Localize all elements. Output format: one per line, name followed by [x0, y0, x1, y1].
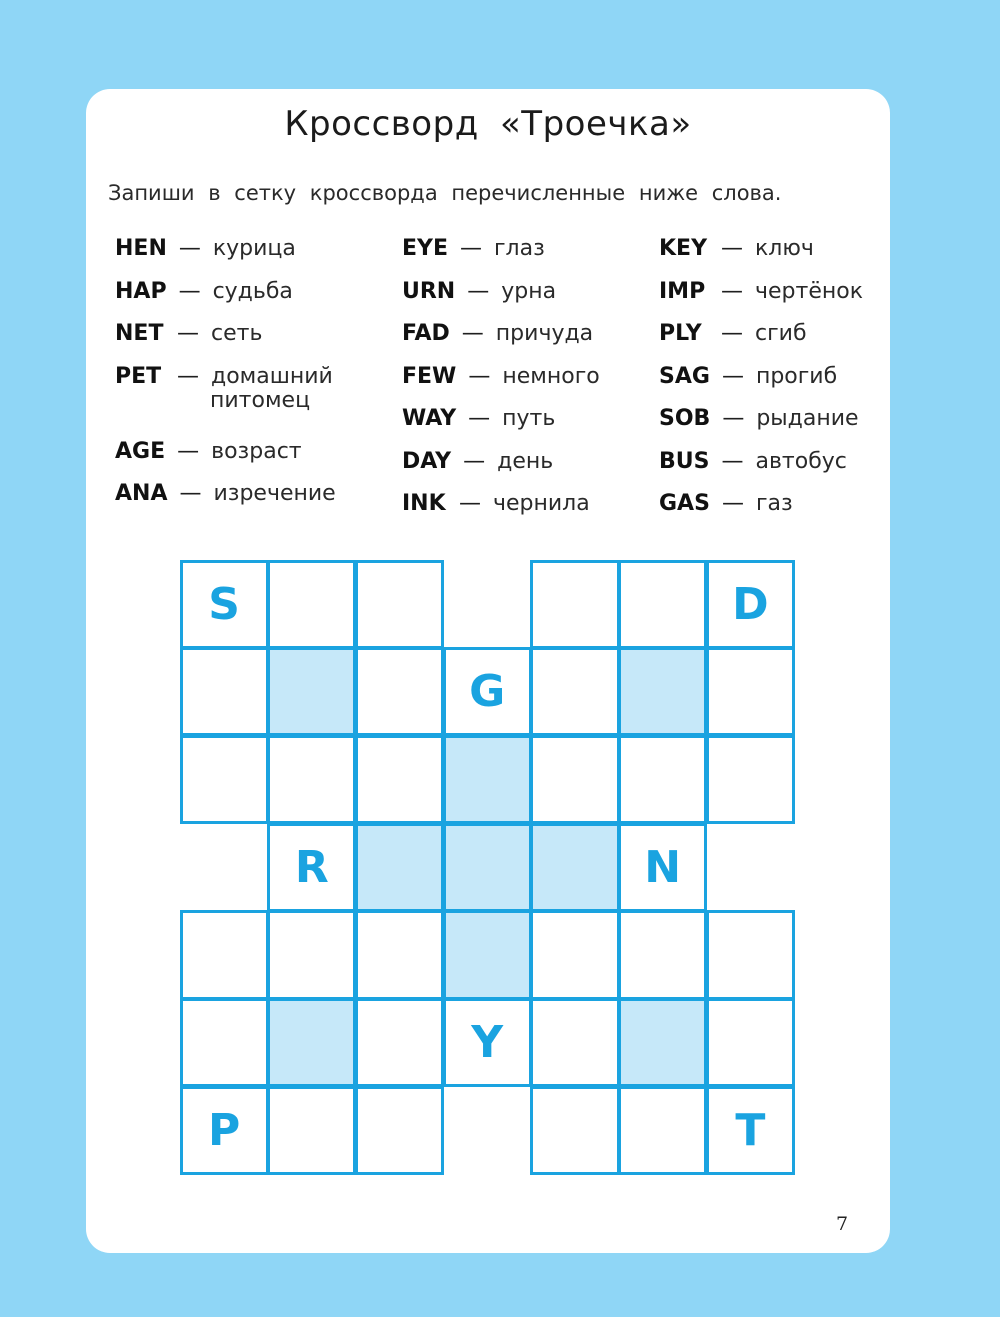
- english-word: KEY: [659, 236, 708, 261]
- word-entry: [659, 398, 929, 441]
- dash-separator: —: [467, 278, 490, 304]
- dash-separator: —: [721, 363, 744, 389]
- dash-separator: —: [721, 278, 743, 304]
- crossword-cell[interactable]: [443, 647, 532, 736]
- crossword-cell[interactable]: [355, 910, 444, 999]
- cell-letter: S: [208, 578, 240, 630]
- russian-translation: прогиб: [755, 363, 838, 389]
- russian-translation: чернила: [493, 491, 590, 516]
- english-word: HEN: [115, 236, 167, 261]
- crossword-cell[interactable]: [530, 998, 619, 1087]
- crossword-cell-shaded[interactable]: [618, 998, 707, 1087]
- crossword-cell[interactable]: [180, 560, 269, 649]
- cell-letter: D: [732, 578, 769, 630]
- crossword-cell[interactable]: [355, 1086, 444, 1175]
- english-word: FEW: [402, 363, 457, 389]
- word-entry: [402, 228, 672, 271]
- word-entry: [659, 356, 929, 399]
- word-entry: [115, 356, 385, 431]
- crossword-cell[interactable]: [267, 823, 356, 912]
- crossword-cell[interactable]: [355, 735, 444, 824]
- russian-translation: газ: [755, 491, 793, 516]
- english-word: SAG: [659, 363, 710, 389]
- dash-separator: —: [460, 236, 482, 261]
- russian-translation: путь: [502, 406, 556, 431]
- word-entry: [402, 398, 672, 441]
- russian-translation: рыдание: [756, 406, 859, 431]
- crossword-cell[interactable]: [443, 998, 532, 1087]
- crossword-cell[interactable]: [530, 735, 619, 824]
- crossword-cell[interactable]: [618, 910, 707, 999]
- crossword-cell[interactable]: [618, 1086, 707, 1175]
- russian-translation: немного: [502, 363, 600, 389]
- russian-translation: глаз: [494, 236, 545, 261]
- english-word: NET: [115, 321, 164, 346]
- english-word: WAY: [402, 406, 457, 431]
- crossword-cell[interactable]: [530, 1086, 619, 1175]
- word-entry: [659, 313, 929, 356]
- crossword-cell[interactable]: [706, 647, 795, 736]
- russian-translation: сгиб: [755, 321, 807, 346]
- dash-separator: —: [721, 448, 744, 474]
- russian-translation: чертёнок: [755, 278, 863, 304]
- crossword-cell[interactable]: [355, 647, 444, 736]
- word-entry: [402, 356, 672, 399]
- dash-separator: —: [722, 406, 745, 431]
- dash-separator: —: [459, 491, 481, 516]
- cell-letter: N: [644, 841, 682, 893]
- word-entry: [402, 441, 672, 484]
- word-entry: [659, 441, 929, 484]
- crossword-cell-shaded[interactable]: [267, 998, 356, 1087]
- english-word: FAD: [402, 321, 450, 346]
- word-entry: [115, 271, 385, 314]
- dash-separator: —: [178, 236, 201, 261]
- english-word: EYE: [402, 236, 448, 261]
- russian-translation: домашний: [211, 363, 333, 389]
- instruction-text: Запиши в сетку кроссворда перечисленные ниже слова.: [108, 181, 782, 205]
- english-word: PLY: [659, 321, 702, 346]
- page-number: 7: [836, 1213, 849, 1235]
- dash-separator: —: [178, 278, 201, 304]
- russian-translation: автобус: [755, 448, 847, 474]
- english-word: URN: [402, 278, 456, 304]
- dash-separator: —: [468, 406, 491, 431]
- russian-translation-line-2: питомец: [210, 388, 311, 413]
- crossword-cell-shaded[interactable]: [530, 823, 619, 912]
- word-entry: [402, 313, 672, 356]
- english-word: BUS: [659, 448, 710, 474]
- russian-translation: день: [497, 448, 554, 474]
- crossword-cell[interactable]: [706, 1086, 795, 1175]
- crossword-cell[interactable]: [180, 910, 269, 999]
- crossword-cell[interactable]: [618, 560, 707, 649]
- crossword-cell[interactable]: [267, 1086, 356, 1175]
- crossword-cell[interactable]: [618, 823, 707, 912]
- crossword-cell[interactable]: [530, 910, 619, 999]
- crossword-cell[interactable]: [267, 910, 356, 999]
- dash-separator: —: [721, 491, 744, 516]
- cell-letter: T: [735, 1104, 766, 1156]
- russian-translation: курица: [212, 236, 296, 261]
- dash-separator: —: [177, 321, 199, 346]
- crossword-cell[interactable]: [618, 735, 707, 824]
- russian-translation: сеть: [211, 321, 263, 346]
- english-word: IMP: [659, 278, 706, 304]
- dash-separator: —: [721, 321, 743, 346]
- dash-separator: —: [177, 438, 200, 464]
- english-word: GAS: [659, 491, 710, 516]
- word-entry: [659, 271, 929, 314]
- crossword-cell[interactable]: [530, 560, 619, 649]
- word-list-column-2: [402, 228, 672, 526]
- crossword-cell[interactable]: [180, 735, 269, 824]
- word-entry: [115, 431, 385, 474]
- english-word: PET: [115, 363, 162, 389]
- crossword-cell-shaded[interactable]: [443, 910, 532, 999]
- crossword-cell[interactable]: [267, 735, 356, 824]
- english-word: SOB: [659, 406, 711, 431]
- word-entry: [115, 228, 385, 271]
- dash-separator: —: [468, 363, 491, 389]
- english-word: ANA: [115, 481, 168, 506]
- crossword-cell-shaded[interactable]: [267, 647, 356, 736]
- crossword-cell-shaded[interactable]: [443, 823, 532, 912]
- crossword-cell[interactable]: [267, 560, 356, 649]
- dash-separator: —: [179, 481, 202, 506]
- russian-translation: судьба: [212, 278, 293, 304]
- english-word: HAP: [115, 278, 167, 304]
- page-title: Кроссворд «Троечка»: [284, 104, 692, 144]
- crossword-cell[interactable]: [706, 735, 795, 824]
- word-entry: [115, 313, 385, 356]
- word-entry: [115, 473, 385, 516]
- crossword-cell-shaded[interactable]: [443, 735, 532, 824]
- word-list-column-3: [659, 228, 929, 526]
- crossword-cell-shaded[interactable]: [618, 647, 707, 736]
- dash-separator: —: [461, 321, 484, 346]
- english-word: INK: [402, 491, 446, 516]
- crossword-cell[interactable]: [530, 647, 619, 736]
- word-entry: [659, 483, 929, 526]
- dash-separator: —: [177, 363, 199, 389]
- cell-letter: Y: [471, 1017, 504, 1069]
- russian-translation: урна: [501, 278, 557, 304]
- dash-separator: —: [463, 448, 486, 474]
- crossword-cell[interactable]: [180, 998, 269, 1087]
- russian-translation: возраст: [211, 438, 302, 464]
- crossword-grid: [181, 561, 795, 1175]
- russian-translation: причуда: [495, 321, 594, 346]
- dash-separator: —: [721, 236, 743, 261]
- crossword-cell[interactable]: [180, 1086, 269, 1175]
- crossword-cell[interactable]: [706, 910, 795, 999]
- cell-letter: R: [294, 841, 329, 893]
- english-word: DAY: [402, 448, 452, 474]
- crossword-cell-shaded[interactable]: [355, 823, 444, 912]
- cell-letter: P: [207, 1104, 241, 1156]
- crossword-cell[interactable]: [355, 998, 444, 1087]
- crossword-cell[interactable]: [706, 998, 795, 1087]
- word-entry: [659, 228, 929, 271]
- crossword-cell[interactable]: [355, 560, 444, 649]
- cell-letter: G: [469, 666, 506, 718]
- russian-translation: ключ: [755, 236, 814, 261]
- russian-translation: изречение: [213, 481, 336, 506]
- word-list-column-1: [115, 228, 385, 516]
- word-entry: [402, 271, 672, 314]
- crossword-cell[interactable]: [706, 560, 795, 649]
- english-word: AGE: [115, 438, 166, 464]
- word-entry: [402, 483, 672, 526]
- crossword-cell[interactable]: [180, 647, 269, 736]
